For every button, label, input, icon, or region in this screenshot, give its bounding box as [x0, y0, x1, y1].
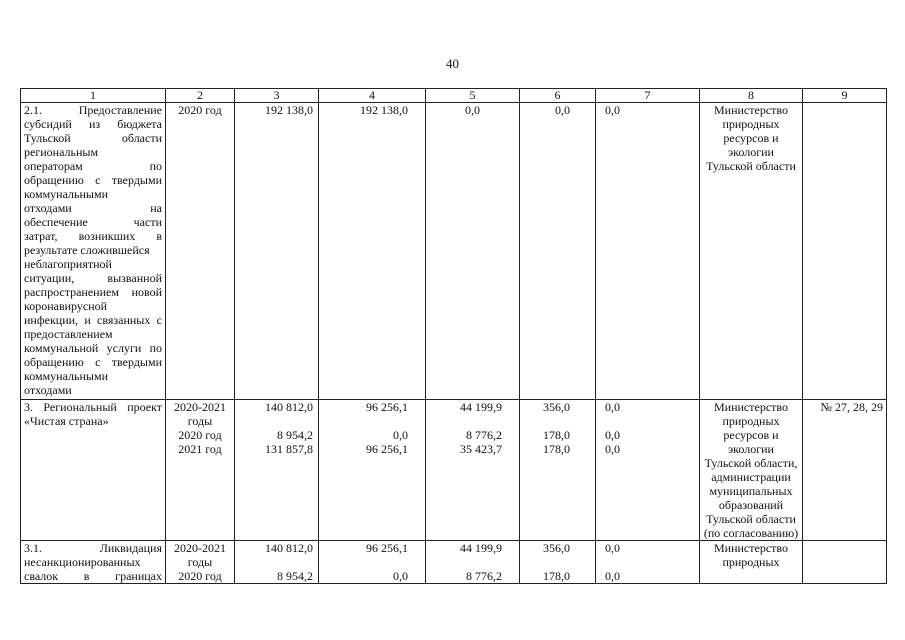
name-line: «Чистая страна» — [24, 414, 109, 428]
value — [599, 414, 696, 428]
name-line: коммунальными — [24, 187, 108, 201]
indicator-cell — [803, 103, 887, 400]
responsible-line: Министерство — [714, 541, 788, 555]
value — [322, 414, 422, 428]
measure-name — [21, 541, 166, 584]
name-line: 2.1. Предоставление — [24, 103, 162, 117]
name-line: обращению с твердыми — [24, 173, 162, 187]
responsible-line: Министерство — [714, 400, 788, 414]
responsible-line: муниципальных — [709, 484, 793, 498]
responsible-line: Министерство — [714, 103, 788, 117]
responsible-line: природных — [722, 414, 780, 428]
responsible-line: ресурсов и — [723, 428, 779, 442]
value: 44 199,9 — [460, 400, 502, 414]
name-line: предоставлением — [24, 327, 113, 341]
value: 8 954,2 — [277, 428, 313, 442]
total-cell — [235, 400, 319, 541]
value: 178,0 — [543, 569, 570, 583]
table-row — [21, 103, 887, 400]
header-cell-2: 2 — [166, 89, 235, 103]
period-line: 2020 год — [178, 569, 222, 583]
value: 0,0 — [605, 569, 620, 583]
responsible-line: экологии — [728, 442, 774, 456]
name-line: отходами — [24, 383, 72, 397]
value: 140 812,0 — [265, 541, 313, 555]
period-line: 2020 год — [178, 103, 222, 117]
name-line: 3. Региональный проект — [24, 400, 162, 414]
period-line: 2020-2021 — [174, 400, 226, 414]
responsible-line: экологии — [728, 145, 774, 159]
responsible-line: Тульской области, — [704, 456, 798, 470]
value — [238, 414, 315, 428]
name-line: коммунальными — [24, 369, 108, 383]
period-line: 2020 год — [178, 428, 222, 442]
period-line: годы — [187, 414, 213, 428]
name-line: коронавирусной — [24, 299, 108, 313]
name-line: распространением новой — [24, 285, 162, 299]
value: 8 776,2 — [466, 428, 502, 442]
value: 178,0 — [543, 428, 570, 442]
value — [429, 414, 516, 428]
header-cell-7: 7 — [596, 89, 700, 103]
federal-cell — [319, 103, 426, 400]
responsible-line: Тульской области — [706, 512, 796, 526]
period-line: 2020-2021 — [174, 541, 226, 555]
extra-cell — [596, 400, 700, 541]
value: 0,0 — [465, 103, 480, 117]
period-cell — [166, 541, 235, 584]
table-row — [21, 400, 887, 541]
name-line: коммунальной услуги по — [24, 341, 162, 355]
measure-name — [21, 400, 166, 541]
value: 8 954,2 — [277, 569, 313, 583]
name-line: региональным — [24, 145, 99, 159]
value — [238, 555, 315, 569]
value: 44 199,9 — [460, 541, 502, 555]
responsible-line: образований — [718, 498, 784, 512]
value: 8 776,2 — [466, 569, 502, 583]
name-line: обращению с твердыми — [24, 355, 162, 369]
value: 0,0 — [605, 103, 620, 117]
federal-cell — [319, 541, 426, 584]
value: 192 138,0 — [265, 103, 313, 117]
regional-cell — [426, 541, 520, 584]
header-cell-5: 5 — [426, 89, 520, 103]
name-line: отходами на — [24, 201, 162, 215]
value: 356,0 — [543, 400, 570, 414]
header-cell-4: 4 — [319, 89, 426, 103]
total-cell — [235, 103, 319, 400]
value — [429, 555, 516, 569]
value: 96 256,1 — [366, 400, 408, 414]
responsible-line: природных — [722, 117, 780, 131]
value — [523, 555, 592, 569]
extra-cell — [596, 541, 700, 584]
value: 0,0 — [605, 442, 620, 456]
name-line: обеспечение части — [24, 215, 162, 229]
value: 192 138,0 — [360, 103, 408, 117]
name-line: субсидий из бюджета — [24, 117, 162, 131]
value — [599, 555, 696, 569]
value: 0,0 — [555, 103, 570, 117]
header-cell-1: 1 — [21, 89, 166, 103]
header-row — [21, 89, 887, 103]
responsible-line: ресурсов и — [723, 131, 779, 145]
period-line: 2021 год — [178, 442, 222, 456]
value — [523, 414, 592, 428]
header-cell-3: 3 — [235, 89, 319, 103]
name-line: свалок в границах — [24, 569, 162, 583]
value: 35 423,7 — [460, 442, 502, 456]
value: 96 256,1 — [366, 442, 408, 456]
responsible-line: Тульской области — [706, 159, 796, 173]
value: 96 256,1 — [366, 541, 408, 555]
value: 131 857,8 — [265, 442, 313, 456]
name-line: ситуации, вызванной — [24, 271, 162, 285]
responsible-line: природных — [722, 555, 780, 569]
value: 356,0 — [543, 541, 570, 555]
responsible-cell — [700, 541, 803, 584]
municipal-cell — [520, 541, 596, 584]
header-cell-6: 6 — [520, 89, 596, 103]
responsible-line: администрации — [711, 470, 791, 484]
name-line: 3.1. Ликвидация — [24, 541, 162, 555]
regional-cell — [426, 103, 520, 400]
value: 0,0 — [605, 541, 620, 555]
period-line: годы — [187, 555, 213, 569]
name-line: результате сложившейся — [24, 243, 150, 257]
program-table — [20, 88, 887, 584]
measure-name — [21, 103, 166, 400]
responsible-cell — [700, 103, 803, 400]
name-line: затрат, возникших в — [24, 229, 162, 243]
municipal-cell — [520, 103, 596, 400]
value: 0,0 — [393, 569, 408, 583]
indicator-cell: № 27, 28, 29 — [803, 400, 887, 541]
period-cell — [166, 103, 235, 400]
value: 140 812,0 — [265, 400, 313, 414]
value: 0,0 — [393, 428, 408, 442]
indicator-cell — [803, 541, 887, 584]
header-cell-8: 8 — [700, 89, 803, 103]
municipal-cell — [520, 400, 596, 541]
period-cell — [166, 400, 235, 541]
value: 0,0 — [605, 428, 620, 442]
table-row — [21, 541, 887, 584]
extra-cell — [596, 103, 700, 400]
value: 178,0 — [543, 442, 570, 456]
responsible-line: (по согласованию) — [703, 526, 799, 540]
federal-cell — [319, 400, 426, 541]
name-line: Тульской области — [24, 131, 162, 145]
total-cell — [235, 541, 319, 584]
value: 0,0 — [605, 400, 620, 414]
regional-cell — [426, 400, 520, 541]
name-line: неблагоприятной — [24, 257, 112, 271]
responsible-cell — [700, 400, 803, 541]
name-line: операторам по — [24, 159, 162, 173]
value — [322, 555, 422, 569]
page-number: 40 — [446, 56, 459, 71]
name-line: инфекции, и связанных с — [24, 313, 162, 327]
header-cell-9: 9 — [803, 89, 887, 103]
name-line: несанкционированных — [24, 555, 141, 569]
